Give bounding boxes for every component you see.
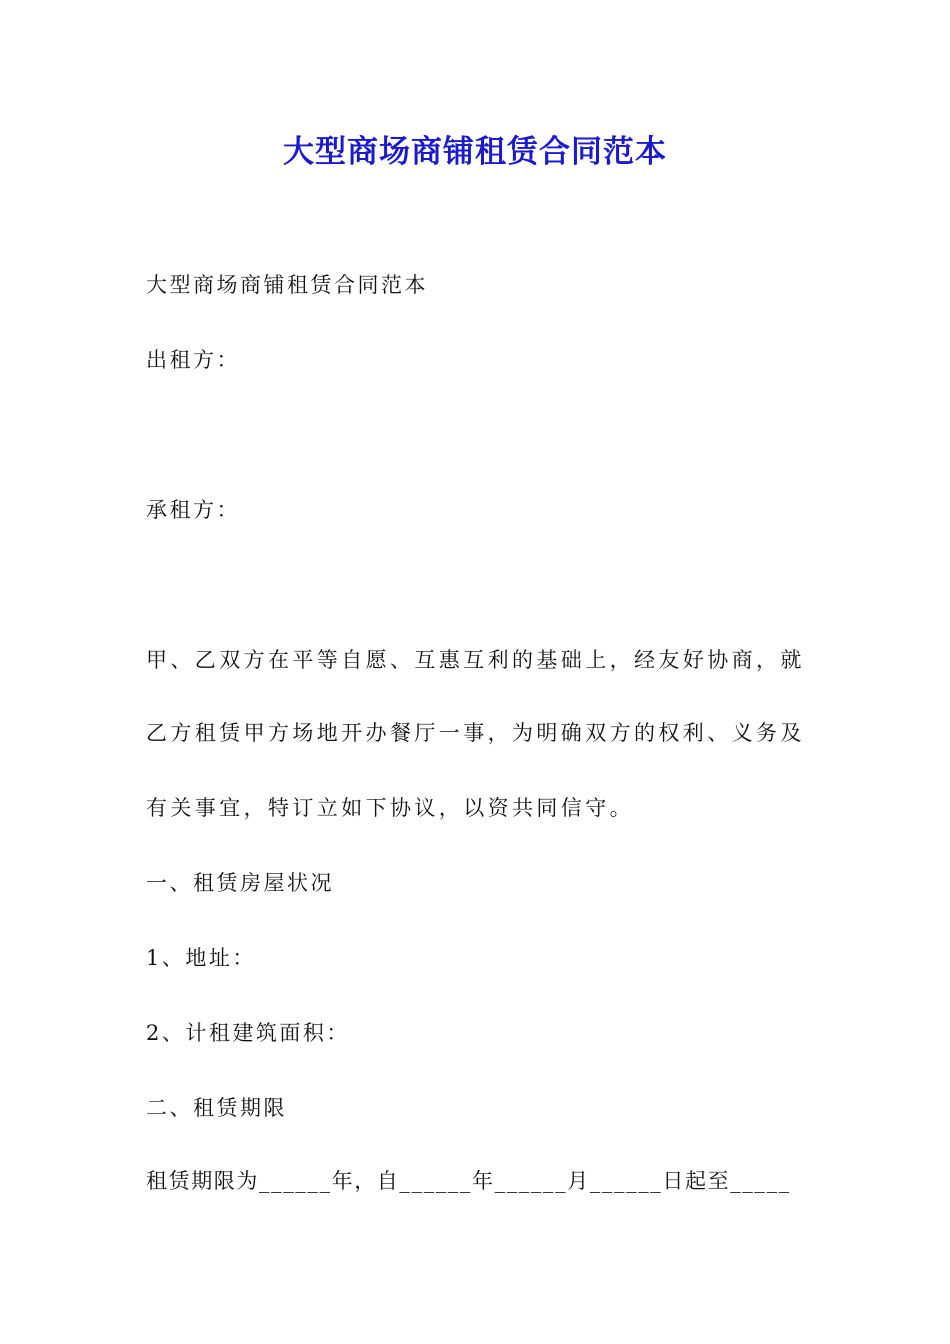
subtitle-line: 大型商场商铺租赁合同范本: [146, 273, 428, 297]
lease-term-line: 租赁期限为______年，自______年______月______日起至_____: [146, 1169, 791, 1193]
clause-area: 2、计租建筑面积：: [146, 1021, 350, 1045]
lessee-line: 承租方：: [146, 498, 240, 522]
clause-address: 1、地址：: [146, 946, 256, 970]
section-heading: 一、租赁房屋状况: [146, 871, 334, 895]
lessor-line: 出租方：: [146, 348, 240, 372]
paragraph-line: 甲、乙双方在平等自愿、互惠互利的基础上，经友好协商，就: [146, 648, 805, 672]
section-heading: 二、租赁期限: [146, 1096, 287, 1120]
paragraph-line: 乙方租赁甲方场地开办餐厅一事，为明确双方的权利、义务及: [146, 721, 805, 745]
paragraph-line: 有关事宜，特订立如下协议，以资共同信守。: [146, 796, 634, 820]
document-title: 大型商场商铺租赁合同范本: [283, 134, 667, 170]
